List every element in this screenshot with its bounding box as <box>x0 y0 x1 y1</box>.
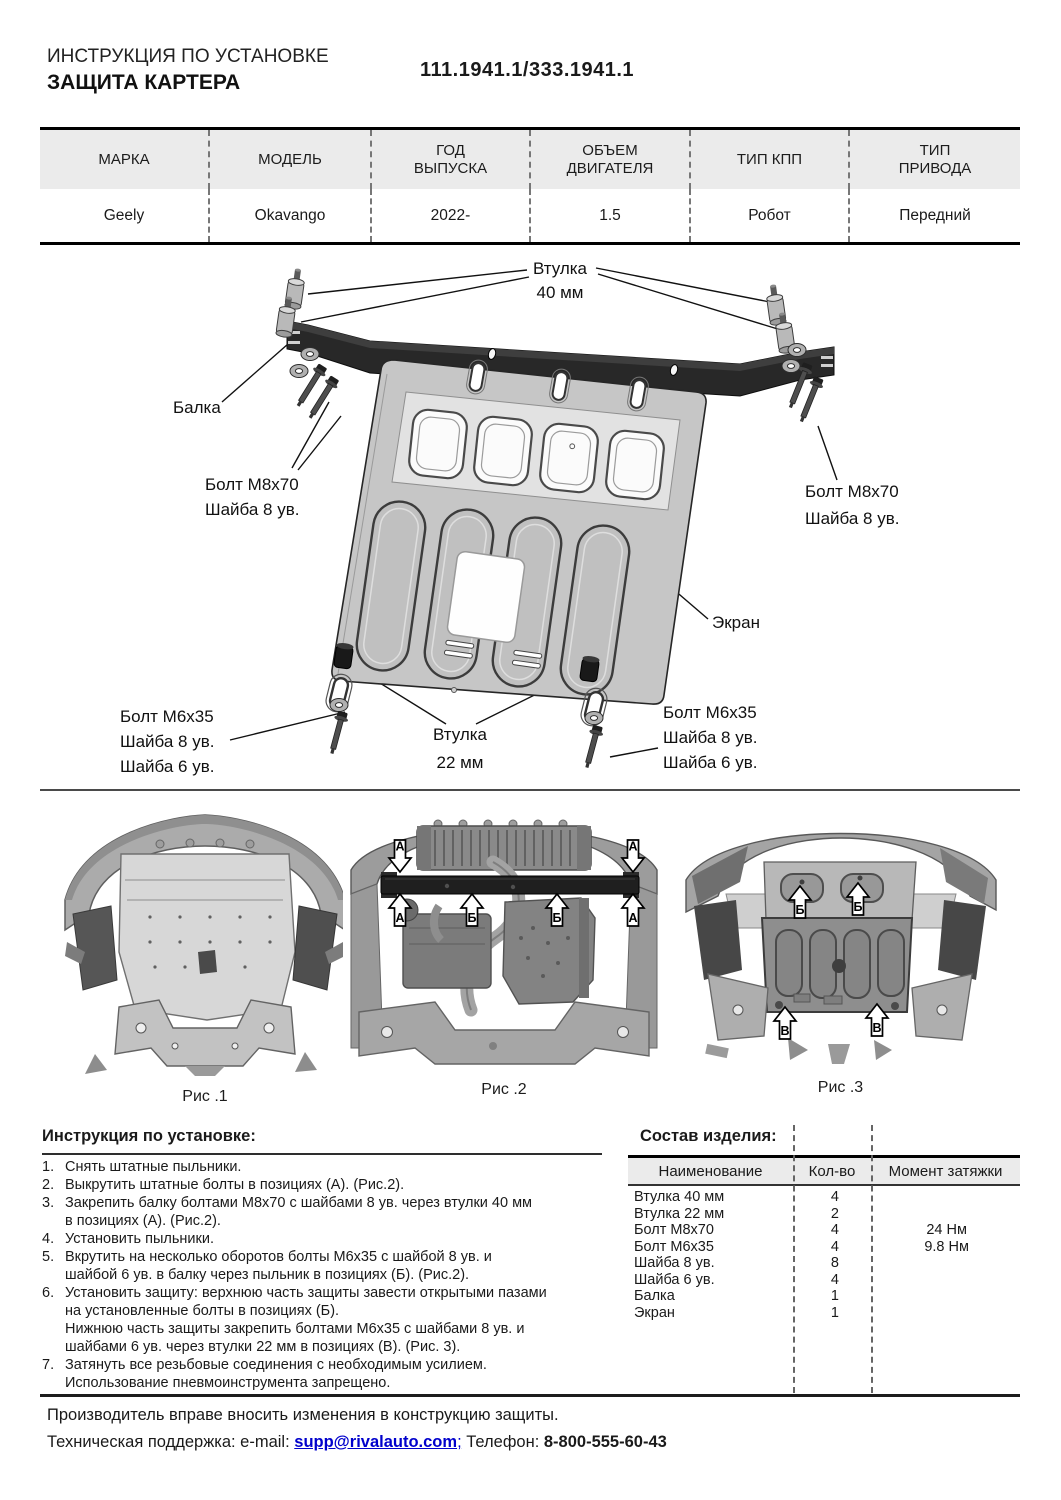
parts-row: Болт М8х70 4 24 Нм <box>634 1222 967 1238</box>
figure-2 <box>343 798 665 1099</box>
figure-3-photo <box>678 798 1003 1068</box>
svg-text:А: А <box>395 911 405 925</box>
parts-row: Экран 1 <box>634 1304 839 1321</box>
label-screen: Экран <box>712 613 760 632</box>
fitment-value-year: 2022- <box>371 189 530 244</box>
separator-line-footer <box>40 1394 1020 1397</box>
instruction-step: 2. Выкрутить штатные болты в позициях (А). (Рис.2). <box>42 1177 405 1193</box>
svg-text:А: А <box>628 911 638 925</box>
parts-list <box>628 1127 1020 1321</box>
phone-label: Телефон: <box>461 1433 540 1451</box>
label-bolt-m6-right-line1: Болт М6х35 <box>663 703 757 722</box>
skid-plate-part <box>324 359 706 728</box>
fitment-header-year: ГОД ВЫПУСКА <box>371 129 530 190</box>
document-title-line1: ИНСТРУКЦИЯ ПО УСТАНОВКЕ <box>47 46 329 67</box>
label-bushing40-line2: 40 мм <box>536 283 584 302</box>
instruction-step: 6. Установить защиту: верхнюю часть защиты завести открытыми пазами на установленные болты в позициях (Б). Нижнюю часть защиты закрепить болтами М6х35 с шайбами 8 ув. и шайбами 6 ув. через втулки 22 мм в позициях (В). (Рис. 3). <box>42 1285 547 1355</box>
fitment-value-row <box>40 189 1020 244</box>
separator-semicolon: ; <box>457 1433 462 1451</box>
label-bolt-m6-left-line3: Шайба 6 ув. <box>120 757 215 776</box>
instructions-title: Инструкция по установке: <box>42 1127 602 1155</box>
parts-row: Втулка 22 мм 2 <box>634 1205 839 1222</box>
figure-2-photo <box>343 798 665 1070</box>
fitment-value-model: Okavango <box>209 189 371 244</box>
separator-line-photos <box>40 789 1020 791</box>
label-bolt-m6-left-line2: Шайба 8 ув. <box>120 732 215 751</box>
parts-row: Втулка 40 мм 4 <box>634 1189 839 1205</box>
svg-text:Б: Б <box>795 903 805 917</box>
manufacturer-note: Производитель вправе вносить изменения в конструкцию защиты. <box>47 1406 559 1424</box>
fitment-table <box>40 127 1020 245</box>
parts-table-divider <box>793 1125 795 1393</box>
svg-text:А: А <box>628 839 638 854</box>
document-title-line2: ЗАЩИТА КАРТЕРА <box>47 71 241 94</box>
svg-text:Б: Б <box>552 911 562 925</box>
svg-text:В: В <box>780 1024 790 1038</box>
parts-table-header <box>628 1155 1020 1186</box>
instruction-step: 4. Установить пыльники. <box>42 1231 215 1247</box>
label-bolt-m8-left-line1: Болт М8х70 <box>205 475 299 494</box>
label-bolt-m6-right-line2: Шайба 8 ув. <box>663 728 758 747</box>
fitment-header-row <box>40 129 1020 190</box>
fitment-value-drive: Передний <box>849 189 1020 244</box>
label-bolt-m8-right-line1: Болт М8х70 <box>805 482 899 501</box>
label-bolt-m8-left-line2: Шайба 8 ув. <box>205 500 300 519</box>
fitment-header-marka: МАРКА <box>40 129 209 190</box>
figure-2-caption: Рис .2 <box>481 1081 527 1098</box>
fitment-header-engine: ОБЪЕМ ДВИГАТЕЛЯ <box>530 129 690 190</box>
parts-table-divider <box>871 1125 873 1393</box>
parts-row: Балка 1 <box>634 1288 839 1304</box>
svg-text:В: В <box>872 1021 882 1035</box>
support-line <box>47 1433 667 1452</box>
parts-header-torque: Момент затяжки <box>888 1162 1003 1180</box>
instruction-step: 3. Закрепить балку болтами М8х70 с шайбами 8 ув. через втулки 40 мм в позициях (А). (Рис.2). <box>42 1195 533 1229</box>
figure-1 <box>55 802 355 1106</box>
label-bolt-m8-right-line2: Шайба 8 ув. <box>805 509 900 528</box>
instruction-step: 7. Затянуть все резьбовые соединения с необходимым усилием. Использование пневмоинструмента запрещено. <box>42 1357 487 1391</box>
instruction-step: 1. Снять штатные пыльники. <box>42 1159 242 1175</box>
figure-1-caption: Рис .1 <box>182 1088 228 1105</box>
parts-table-rows <box>628 1189 1020 1321</box>
label-bolt-m6-left-line1: Болт М6х35 <box>120 707 214 726</box>
label-bolt-m6-right-line3: Шайба 6 ув. <box>663 753 758 772</box>
parts-row: Болт М6х35 4 9.8 Нм <box>634 1238 969 1255</box>
parts-header-name: Наименование <box>658 1162 763 1180</box>
fitment-value-marka: Geely <box>40 189 209 244</box>
label-bushing22-line2: 22 мм <box>436 753 484 772</box>
figure-3-caption: Рис .3 <box>817 1079 864 1096</box>
fitment-value-gearbox: Робот <box>690 189 849 244</box>
support-phone: 8-800-555-60-43 <box>543 1433 667 1451</box>
exploded-view-diagram <box>40 250 1020 792</box>
figure-1-photo <box>55 802 355 1077</box>
fitment-header-gearbox: ТИП КПП <box>690 129 849 190</box>
fitment-header-model: МОДЕЛЬ <box>209 129 371 190</box>
support-email-link[interactable]: supp@rivalauto.com <box>294 1433 458 1451</box>
fitment-header-drive: ТИП ПРИВОДА <box>849 129 1020 190</box>
instruction-step: 5. Вкрутить на несколько оборотов болты М6х35 с шайбой 8 ув. и шайбой 6 ув. в балку через пыльник в позициях (Б). (Рис.2). <box>42 1249 492 1283</box>
svg-text:А: А <box>395 839 405 854</box>
label-bushing40-line1: Втулка <box>532 259 588 278</box>
parts-list-title: Состав изделия: <box>640 1127 777 1145</box>
figure-3 <box>678 798 1003 1097</box>
label-bushing22-line1: Втулка <box>432 725 488 744</box>
parts-row: Шайба 6 ув. 4 <box>634 1271 839 1288</box>
label-beam: Балка <box>173 398 221 417</box>
fitment-value-engine: 1.5 <box>530 189 690 244</box>
part-number: 111.1941.1/333.1941.1 <box>420 59 635 81</box>
installation-instructions <box>42 1127 602 1392</box>
support-label: Техническая поддержка: e-mail: <box>47 1433 295 1451</box>
svg-text:Б: Б <box>853 900 863 914</box>
svg-text:Б: Б <box>467 911 477 925</box>
parts-header-qty: Кол-во <box>808 1162 856 1180</box>
parts-row: Шайба 8 ув. 8 <box>634 1255 839 1271</box>
